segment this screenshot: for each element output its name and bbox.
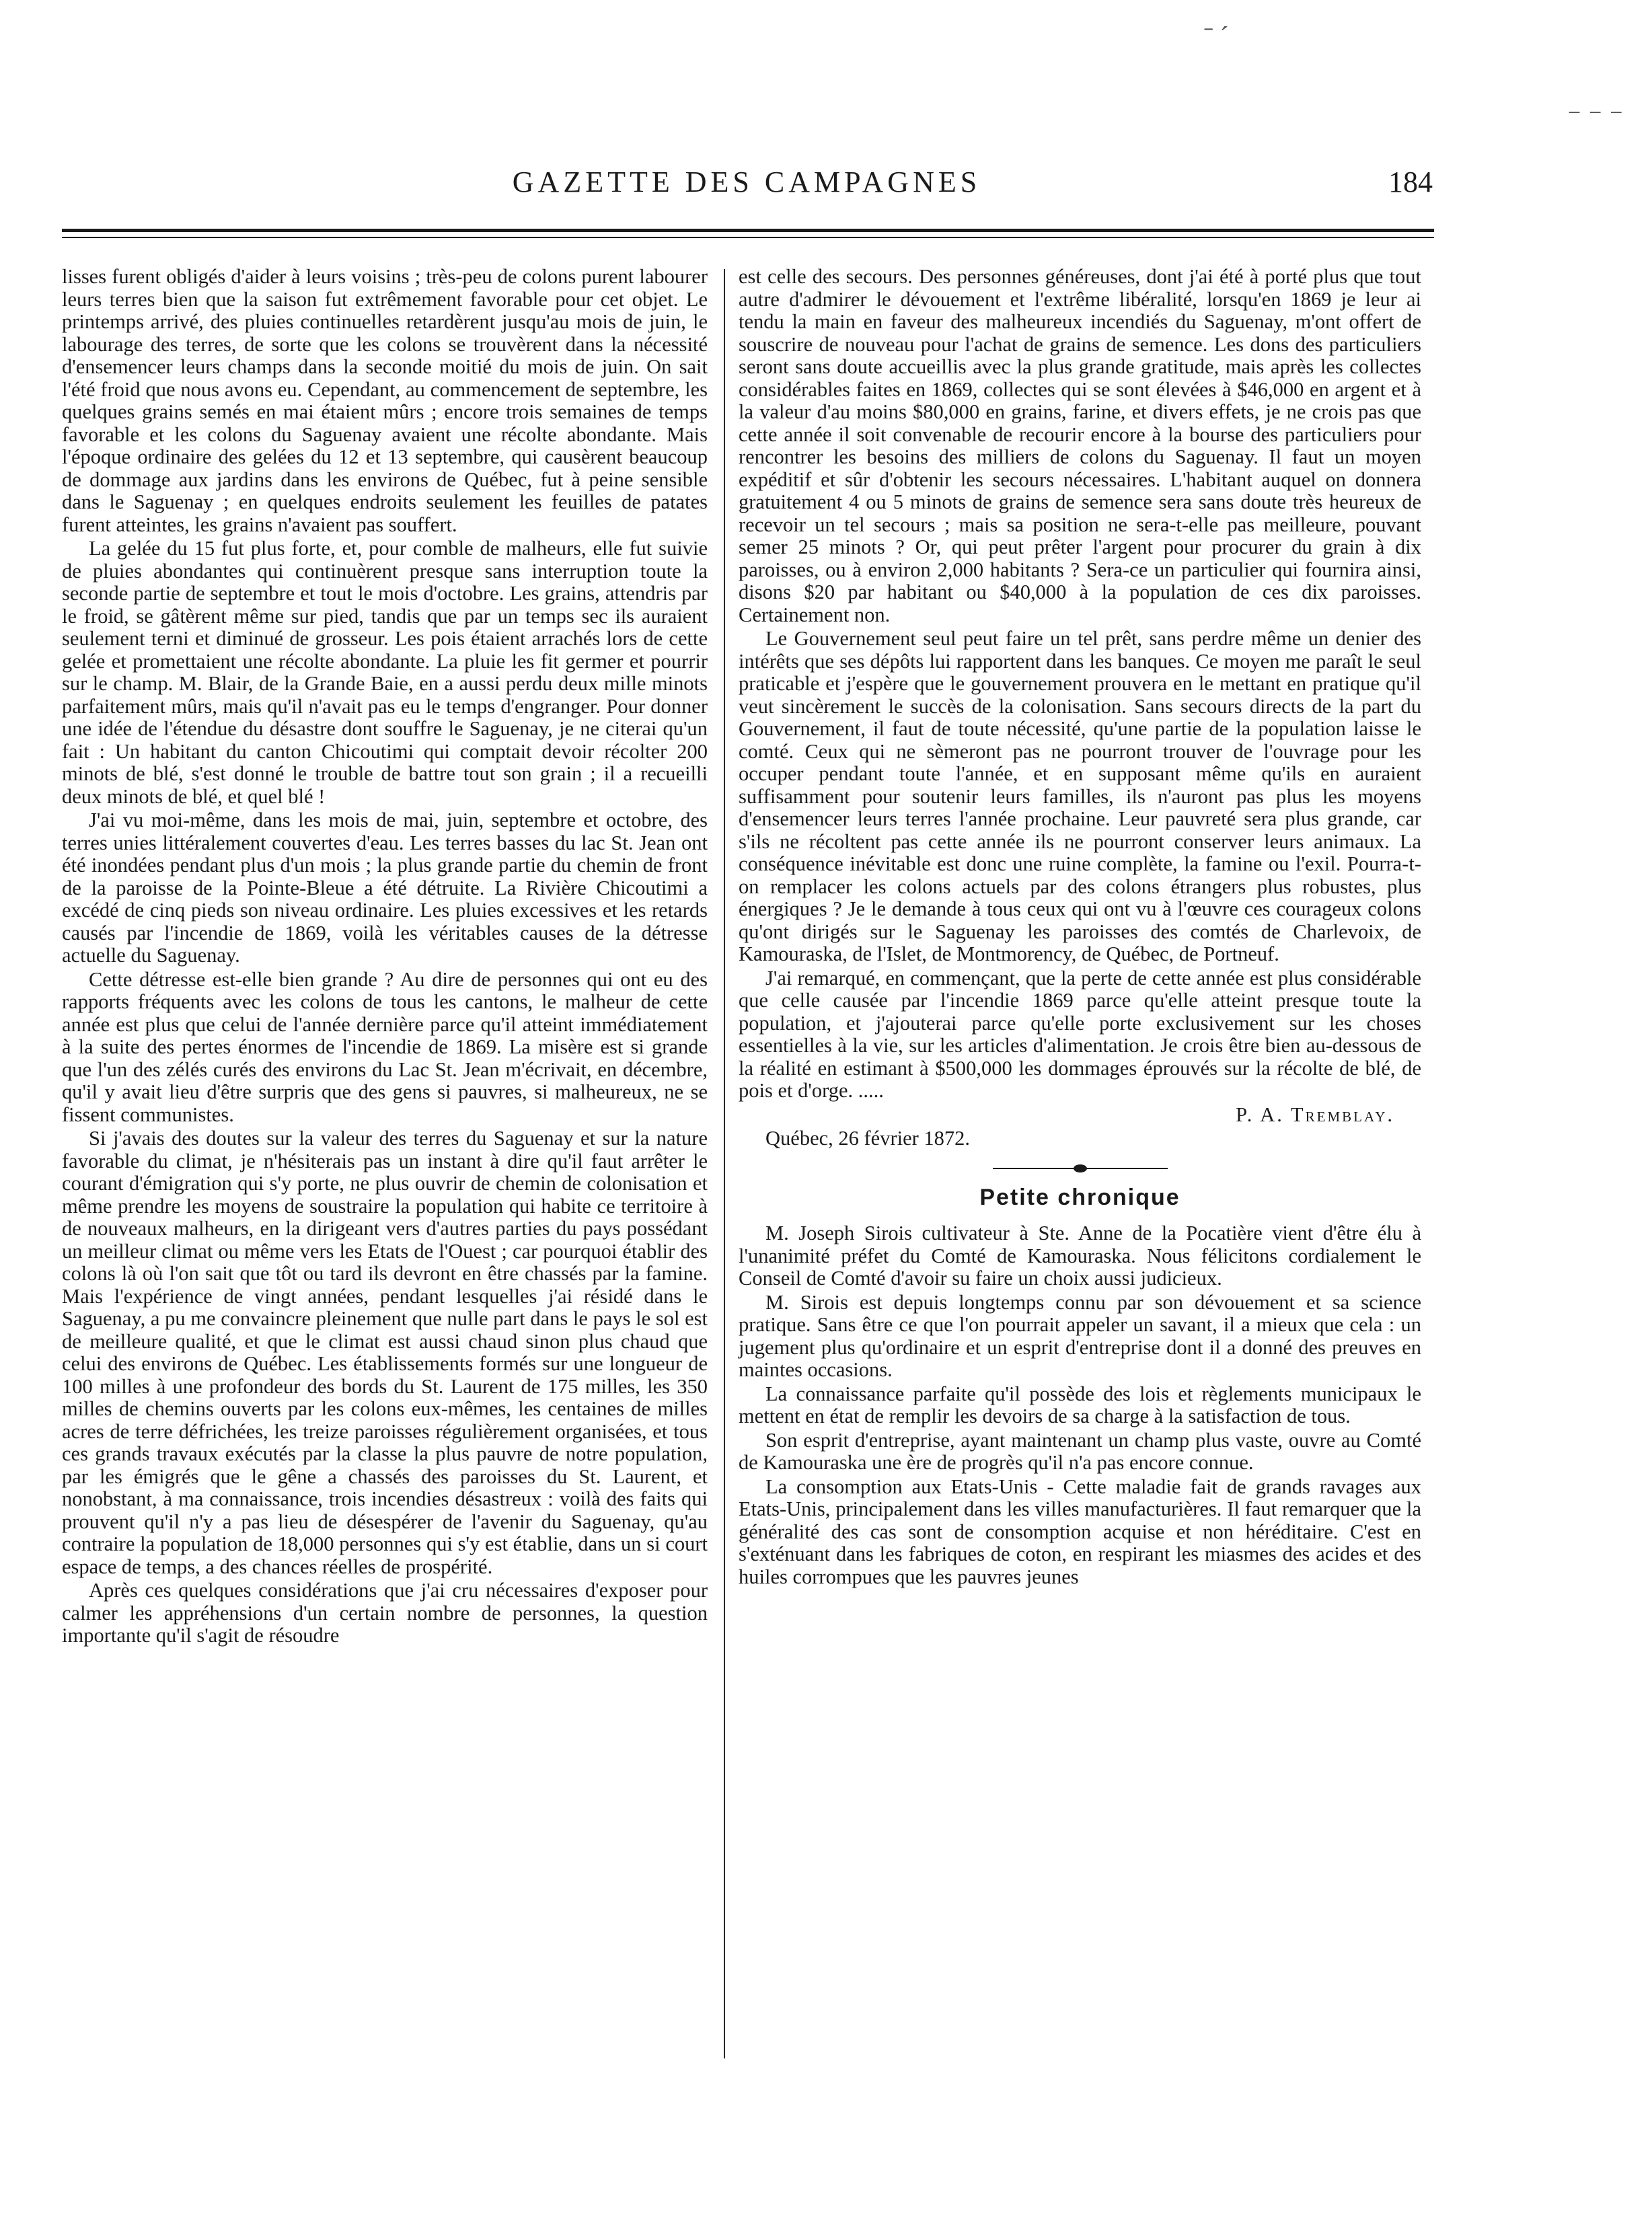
right-paragraph: J'ai remarqué, en commençant, que la perte de cette année est plus considérable que celle causée par l'incendie 1869 parce qu'elle atteint presque toute la population, et j'ajouterai parce qu'elle porte exclusivement sur les choses essentielles à la vie, sur les articles d'alimentation. Je crois être bien au-dessous de la réalité en estimant à $500,000 les dommages éprouvés sur la récolte de blé, de pois et d'orge. .....	[739, 966, 1421, 1102]
page-header	[61, 165, 1433, 212]
right-paragraph: Le Gouvernement seul peut faire un tel prêt, sans perdre même un denier des intérêts que ses dépôts lui rapportent dans les banques. Ce moyen me paraît le seul praticable et j'espère que le gouvernement prouvera en le mettant en pratique qu'il veut sincèrement le succès de la colonisation. Sans secours directs de la part du Gouvernement, il faut de toute nécessité, qu'une partie de la population laisse le comté. Ceux qui ne sèmeront pas ne pourront trouver de l'ouvrage pour les occuper pendant toute l'année, et en supposant même qu'ils en auraient suffisamment pour soutenir leurs familles, ils n'auront pas plus les moyens d'ensemencer leurs terres l'année prochaine. Leur pauvreté sera plus grande, car s'ils ne récoltent pas cette année ils ne pourront conserver leurs animaux. La conséquence inévitable est donc une ruine complète, la famine ou l'exil. Pourra-t-on remplacer les colons actuels par des colons étrangers plus robustes, plus énergiques ? Je le demande à tous ceux qui ont vu à l'œuvre ces courageux colons qu'ont dirigés sur le Saguenay les paroisses des comtés de Charlevoix, de Kamouraska, de l'Islet, de Montmorency, de Québec, de Portneuf.	[739, 627, 1421, 965]
chronicle-paragraph: La connaissance parfaite qu'il possède des lois et règlements municipaux le mettent en état de remplir les devoirs de sa charge à la satisfaction de tous.	[739, 1382, 1421, 1427]
section-separator	[993, 1168, 1168, 1169]
chronicle-paragraph: La consomption aux Etats-Unis - Cette maladie fait de grands ravages aux Etats-Unis, principalement dans les villes manufacturières. Il faut remarquer que la généralité des cas sont de consomption acquise et non héréditaire. C'est en s'exténuant dans les fabriques de coton, en respirant les miasmes des acides et des huiles corrompues que les pauvres jeunes	[739, 1475, 1421, 1588]
left-paragraph: J'ai vu moi-même, dans les mois de mai, juin, septembre et octobre, des terres unies littéralement couvertes d'eau. Les terres basses du lac St. Jean ont été inondées pendant plus d'un mois ; la plus grande partie du chemin de front de la paroisse de la Pointe-Bleue a été détruite. La Rivière Chicoutimi a excédé de cinq pieds son niveau ordinaire. Les pluies excessives et les retards causés par l'incendie de 1869, voilà les véritables causes de la détresse actuelle du Saguenay.	[62, 809, 708, 967]
left-paragraph: La gelée du 15 fut plus forte, et, pour comble de malheurs, elle fut suivie de pluies abondantes qui continuèrent presque sans interruption toute la seconde partie de septembre et tout le mois d'octobre. Les grains, attendris par le froid, se gâtèrent même sur pied, tandis que par un temps sec ils auraient seulement terni et diminué de grosseur. Les pois étaient arrachés lors de cette gelée et promettaient une récolte abondante. La pluie les fit germer et pourrir sur le champ. M. Blair, de la Grande Baie, en a aussi perdu deux mille minots parfaitement mûrs, mais qu'il n'avait pas eu le temps d'engranger. Pour donner une idée de l'étendue du désastre dont souffre le Saguenay, je ne citerai qu'un fait : Un habitant du canton Chicoutimi qui comptait devoir récolter 200 minots de blé, s'est donné le trouble de battre tout son grain ; il a recueilli deux minots de blé, et quel blé !	[62, 537, 708, 808]
author-signature: P. A. Tremblay.	[1236, 1103, 1394, 1126]
masthead-title: GAZETTE DES CAMPAGNES	[512, 165, 981, 198]
chronicle-paragraph: Son esprit d'entreprise, ayant maintenant un champ plus vaste, ouvre au Comté de Kamouraska une ère de progrès qu'il n'a pas encore connue.	[739, 1428, 1421, 1474]
left-paragraph: Après ces quelques considérations que j'ai cru nécessaires d'exposer pour calmer les appréhensions d'un certain nombre de personnes, la question importante qu'il s'agit de résoudre	[62, 1579, 708, 1647]
left-column	[62, 266, 708, 1649]
left-paragraph: Cette détresse est-elle bien grande ? Au dire de personnes qui ont eu des rapports fréquents avec les colons de tous les cantons, le malheur de cette année est plus que celui de l'année dernière parce qu'il atteint immédiatement à la suite des pertes énormes de l'incendie de 1869. La misère est si grande que l'un des zélés curés des environs du Lac St. Jean m'écrivait, en décembre, qu'il y avait lieu d'être surpris que des gens si pauvres, si malheureux, ne se fissent communistes.	[62, 967, 708, 1126]
column-divider	[724, 269, 725, 2058]
dateline: Québec, 26 février 1872.	[765, 1127, 971, 1150]
right-paragraph: est celle des secours. Des personnes généreuses, dont j'ai été à porté plus que tout autre d'admirer le dévouement et l'extrême libéralité, lorsqu'en 1869 je leur ai tendu la main en faveur des malheureux incendiés du Saguenay, m'ont offert de souscrire de nouveau pour l'achat de grains de semence. Les dons des particuliers seront sans doute accueillis avec la plus grande gratitude, mais après les collectes considérables faites en 1869, collectes qui se sont élevées à $46,000 en argent et à la valeur d'au moins $80,000 en grains, farine, et divers effets, je ne crois pas que cette année il soit convenable de recourir encore à la bourse des particuliers pour rencontrer les besoins des milliers de colons du Saguenay. Il faut un moyen expéditif et sûr d'obtenir les secours nécessaires. L'habitant auquel on donnera gratuitement 4 ou 5 minots de grains de semence sera sans doute très heureux de recevoir un tel secours ; mais sa position ne sera-t-elle pas meilleure, pouvant semer 25 minots ? Or, qui peut prêter l'argent pour procurer du grain à dix paroisses, ou à environ 2,000 habitants ? Sera-ce un particulier qui fournira ainsi, disons $20 par habitant ou $40,000 à la population de ces dix paroisses. Certainement non.	[739, 265, 1421, 626]
header-rule-thin	[62, 237, 1434, 238]
left-paragraph: lisses furent obligés d'aider à leurs voisins ; très-peu de colons purent labourer leurs terres bien que la saison fut extrêmement favorable pour cet objet. Le printemps arrivé, des pluies continuelles retardèrent jusqu'au mois de juin, le labourage des terres, de sorte que les colons se trouvèrent dans la nécessité d'ensemencer leurs champs dans la seconde moitié du mois de juin. On sait l'été froid que nous avons eu. Cependant, au commencement de septembre, les quelques grains semés en mai étaient mûrs ; encore trois semaines de temps favorable et les colons du Saguenay avaient une récolte abondante. Mais l'époque ordinaire des gelées du 12 et 13 septembre, qui causèrent beaucoup de dommage aux jardins dans les environs de Québec, fut à peine sensible dans le Saguenay ; en quelques endroits seulement les feuilles de patates furent atteintes, les grains n'avaient pas souffert.	[62, 265, 708, 536]
chronicle-paragraph: M. Sirois est depuis longtemps connu par son dévouement et sa science pratique. Sans être ce que l'on pourrait appeler un savant, il a mieux que cela : un jugement plus qu'ordinaire et un esprit d'entreprise dont il a donné des preuves en maintes occasions.	[739, 1290, 1421, 1381]
margin-smudge-mark: ⁻ ⁻ ⁻	[1567, 102, 1624, 132]
page-number: 184	[1388, 165, 1433, 198]
section-title: Petite chronique	[979, 1184, 1180, 1210]
chronicle-paragraph: M. Joseph Sirois cultivateur à Ste. Anne de la Pocatière vient d'être élu à l'unanimité préfet du Comté de Kamouraska. Nous félicitons cordialement le Conseil de Comté d'avoir su faire un choix aussi judicieux.	[739, 1222, 1421, 1290]
margin-smudge-mark: ˉ ˊ	[1204, 21, 1229, 51]
left-paragraph: Si j'avais des doutes sur la valeur des terres du Saguenay et sur la nature favorable du climat, je n'hésiterais pas un instant à dire qu'il faut arrêter le courant d'émigration qui s'y porte, ne plus ouvrir de chemin de colonisation et même prendre les moyens de soustraire la population qui habite ce territoire à de nouveaux malheurs, en la dirigeant vers d'autres parties du pays possédant un meilleur climat ou même vers les Etats de l'Ouest ; car pourquoi établir des colons là où l'on sait que tôt ou tard ils devront en être chassés par la famine. Mais l'expérience de vingt années, pendant lesquelles j'ai résidé dans le Saguenay, a pu me convaincre pleinement que nulle part dans le pays le sol est de meilleure qualité, et que le climat est aussi chaud sinon plus chaud que celui des environs de Québec. Les établissements formés sur une longueur de 100 milles à une profondeur des bords du St. Laurent de 175 milles, les 350 milles de chemins ouverts par les colons eux-mêmes, les centaines de milles acres de terre défrichées, les treize paroisses régulièrement organisées, et tous ces grands travaux exécutés par la classe la plus pauvre de notre population, par les émigrés que le gêne a chassés des paroisses du St. Laurent, et nonobstant, à ma connaissance, trois incendies désastreux : voilà des faits qui prouvent qu'il n'y a pas lieu de désespérer de l'avenir du Saguenay, qu'au contraire la population de 18,000 personnes qui s'y est établie, dans un si court espace de temps, a des chances réelles de prospérité.	[62, 1127, 708, 1578]
header-rule-thick	[62, 229, 1434, 232]
right-column	[739, 266, 1421, 1590]
